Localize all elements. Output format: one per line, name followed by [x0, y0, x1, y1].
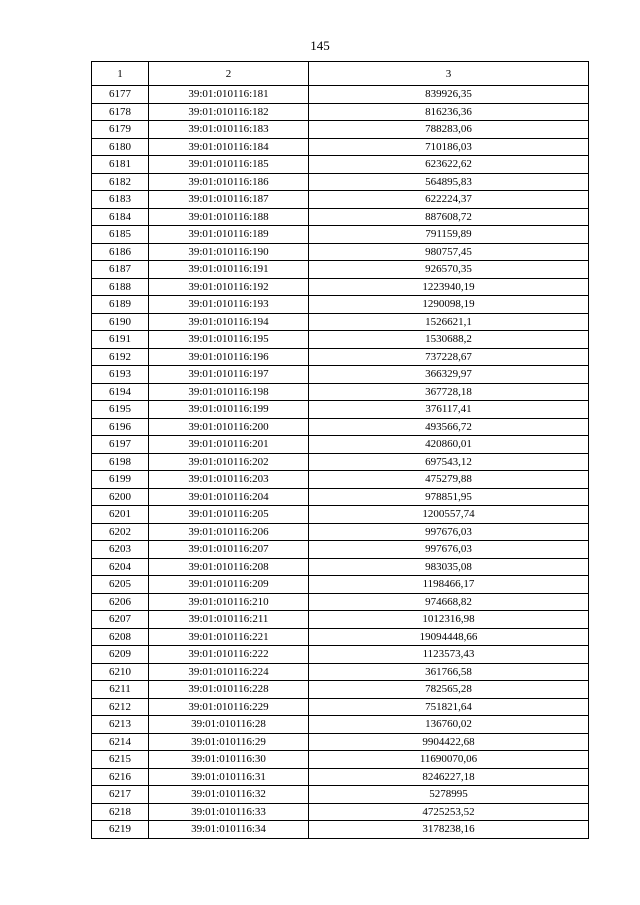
table-row: [92, 436, 589, 454]
value-cell: 1123573,43: [309, 646, 589, 664]
table-row: [92, 86, 589, 104]
row-number-cell: 6206: [92, 593, 149, 611]
table-row: [92, 191, 589, 209]
row-number-cell: 6211: [92, 681, 149, 699]
cadastral-number-cell: 39:01:010116:193: [149, 296, 309, 314]
cadastral-number-cell: 39:01:010116:205: [149, 506, 309, 524]
cadastral-number-cell: 39:01:010116:210: [149, 593, 309, 611]
table-row: [92, 733, 589, 751]
cadastral-number-cell: 39:01:010116:204: [149, 488, 309, 506]
value-cell: 3178238,16: [309, 821, 589, 839]
value-cell: 926570,35: [309, 261, 589, 279]
table-row: [92, 523, 589, 541]
value-cell: 997676,03: [309, 523, 589, 541]
cadastral-number-cell: 39:01:010116:30: [149, 751, 309, 769]
table-row: [92, 803, 589, 821]
value-cell: 493566,72: [309, 418, 589, 436]
value-cell: 367728,18: [309, 383, 589, 401]
value-cell: 1526621,1: [309, 313, 589, 331]
table-row: [92, 121, 589, 139]
row-number-cell: 6199: [92, 471, 149, 489]
table-row: [92, 593, 589, 611]
row-number-cell: 6179: [92, 121, 149, 139]
cadastral-number-cell: 39:01:010116:28: [149, 716, 309, 734]
row-number-cell: 6218: [92, 803, 149, 821]
value-cell: 376117,41: [309, 401, 589, 419]
cadastral-number-cell: 39:01:010116:195: [149, 331, 309, 349]
cadastral-number-cell: 39:01:010116:184: [149, 138, 309, 156]
row-number-cell: 6193: [92, 366, 149, 384]
table-row: [92, 698, 589, 716]
row-number-cell: 6180: [92, 138, 149, 156]
table-row: [92, 821, 589, 839]
cadastral-table: [91, 61, 589, 839]
table-row: [92, 751, 589, 769]
table-row: [92, 786, 589, 804]
row-number-cell: 6214: [92, 733, 149, 751]
value-cell: 737228,67: [309, 348, 589, 366]
table-row: [92, 541, 589, 559]
value-cell: 974668,82: [309, 593, 589, 611]
row-number-cell: 6215: [92, 751, 149, 769]
value-cell: 997676,03: [309, 541, 589, 559]
row-number-cell: 6200: [92, 488, 149, 506]
row-number-cell: 6205: [92, 576, 149, 594]
row-number-cell: 6213: [92, 716, 149, 734]
cadastral-number-cell: 39:01:010116:201: [149, 436, 309, 454]
cadastral-number-cell: 39:01:010116:197: [149, 366, 309, 384]
table-row: [92, 401, 589, 419]
cadastral-number-cell: 39:01:010116:224: [149, 663, 309, 681]
row-number-cell: 6185: [92, 226, 149, 244]
cadastral-number-cell: 39:01:010116:32: [149, 786, 309, 804]
table-row: [92, 383, 589, 401]
table-row: [92, 296, 589, 314]
value-cell: 623622,62: [309, 156, 589, 174]
value-cell: 782565,28: [309, 681, 589, 699]
value-cell: 366329,97: [309, 366, 589, 384]
cadastral-number-cell: 39:01:010116:200: [149, 418, 309, 436]
cadastral-number-cell: 39:01:010116:191: [149, 261, 309, 279]
cadastral-number-cell: 39:01:010116:198: [149, 383, 309, 401]
row-number-cell: 6207: [92, 611, 149, 629]
row-number-cell: 6178: [92, 103, 149, 121]
value-cell: 1290098,19: [309, 296, 589, 314]
value-cell: 19094448,66: [309, 628, 589, 646]
table-row: [92, 173, 589, 191]
row-number-cell: 6219: [92, 821, 149, 839]
table-row: [92, 156, 589, 174]
cadastral-number-cell: 39:01:010116:206: [149, 523, 309, 541]
row-number-cell: 6182: [92, 173, 149, 191]
table-row: [92, 471, 589, 489]
cadastral-number-cell: 39:01:010116:207: [149, 541, 309, 559]
row-number-cell: 6192: [92, 348, 149, 366]
row-number-cell: 6210: [92, 663, 149, 681]
value-cell: 622224,37: [309, 191, 589, 209]
table-row: [92, 261, 589, 279]
cadastral-number-cell: 39:01:010116:202: [149, 453, 309, 471]
value-cell: 475279,88: [309, 471, 589, 489]
column-header-3: 3: [309, 62, 589, 86]
cadastral-number-cell: 39:01:010116:190: [149, 243, 309, 261]
table-row: [92, 716, 589, 734]
table-row: [92, 103, 589, 121]
table-row: [92, 453, 589, 471]
row-number-cell: 6198: [92, 453, 149, 471]
cadastral-number-cell: 39:01:010116:192: [149, 278, 309, 296]
cadastral-number-cell: 39:01:010116:222: [149, 646, 309, 664]
cadastral-number-cell: 39:01:010116:188: [149, 208, 309, 226]
table-row: [92, 313, 589, 331]
table-header: [92, 62, 589, 86]
cadastral-number-cell: 39:01:010116:209: [149, 576, 309, 594]
table-row: [92, 348, 589, 366]
row-number-cell: 6194: [92, 383, 149, 401]
cadastral-number-cell: 39:01:010116:31: [149, 768, 309, 786]
row-number-cell: 6201: [92, 506, 149, 524]
row-number-cell: 6189: [92, 296, 149, 314]
row-number-cell: 6183: [92, 191, 149, 209]
value-cell: 788283,06: [309, 121, 589, 139]
cadastral-number-cell: 39:01:010116:181: [149, 86, 309, 104]
cadastral-number-cell: 39:01:010116:194: [149, 313, 309, 331]
cadastral-number-cell: 39:01:010116:189: [149, 226, 309, 244]
value-cell: 1200557,74: [309, 506, 589, 524]
value-cell: 361766,58: [309, 663, 589, 681]
row-number-cell: 6188: [92, 278, 149, 296]
row-number-cell: 6181: [92, 156, 149, 174]
value-cell: 710186,03: [309, 138, 589, 156]
cadastral-number-cell: 39:01:010116:183: [149, 121, 309, 139]
table-row: [92, 488, 589, 506]
table-row: [92, 576, 589, 594]
table-row: [92, 646, 589, 664]
table-row: [92, 558, 589, 576]
row-number-cell: 6204: [92, 558, 149, 576]
value-cell: 751821,64: [309, 698, 589, 716]
row-number-cell: 6203: [92, 541, 149, 559]
value-cell: 5278995: [309, 786, 589, 804]
row-number-cell: 6184: [92, 208, 149, 226]
table-row: [92, 138, 589, 156]
cadastral-number-cell: 39:01:010116:196: [149, 348, 309, 366]
row-number-cell: 6196: [92, 418, 149, 436]
value-cell: 420860,01: [309, 436, 589, 454]
cadastral-number-cell: 39:01:010116:229: [149, 698, 309, 716]
value-cell: 1530688,2: [309, 331, 589, 349]
row-number-cell: 6187: [92, 261, 149, 279]
value-cell: 980757,45: [309, 243, 589, 261]
value-cell: 4725253,52: [309, 803, 589, 821]
row-number-cell: 6216: [92, 768, 149, 786]
value-cell: 136760,02: [309, 716, 589, 734]
table-row: [92, 208, 589, 226]
row-number-cell: 6209: [92, 646, 149, 664]
cadastral-number-cell: 39:01:010116:34: [149, 821, 309, 839]
column-header-1: 1: [92, 62, 149, 86]
cadastral-number-cell: 39:01:010116:208: [149, 558, 309, 576]
header-row: [92, 62, 589, 86]
table-row: [92, 768, 589, 786]
value-cell: 8246227,18: [309, 768, 589, 786]
value-cell: 564895,83: [309, 173, 589, 191]
table-row: [92, 628, 589, 646]
row-number-cell: 6217: [92, 786, 149, 804]
value-cell: 816236,36: [309, 103, 589, 121]
table-row: [92, 366, 589, 384]
page-number: 145: [310, 38, 330, 53]
table-row: [92, 611, 589, 629]
cadastral-number-cell: 39:01:010116:199: [149, 401, 309, 419]
cadastral-number-cell: 39:01:010116:187: [149, 191, 309, 209]
value-cell: 839926,35: [309, 86, 589, 104]
cadastral-number-cell: 39:01:010116:211: [149, 611, 309, 629]
cadastral-number-cell: 39:01:010116:185: [149, 156, 309, 174]
value-cell: 791159,89: [309, 226, 589, 244]
table-row: [92, 506, 589, 524]
cadastral-number-cell: 39:01:010116:221: [149, 628, 309, 646]
value-cell: 983035,08: [309, 558, 589, 576]
cadastral-number-cell: 39:01:010116:186: [149, 173, 309, 191]
table-row: [92, 681, 589, 699]
table-row: [92, 663, 589, 681]
row-number-cell: 6202: [92, 523, 149, 541]
column-header-2: 2: [149, 62, 309, 86]
row-number-cell: 6186: [92, 243, 149, 261]
table-row: [92, 278, 589, 296]
cadastral-number-cell: 39:01:010116:182: [149, 103, 309, 121]
cadastral-number-cell: 39:01:010116:203: [149, 471, 309, 489]
value-cell: 11690070,06: [309, 751, 589, 769]
cadastral-number-cell: 39:01:010116:228: [149, 681, 309, 699]
table-body: [92, 86, 589, 839]
table-row: [92, 226, 589, 244]
table-row: [92, 331, 589, 349]
value-cell: 1012316,98: [309, 611, 589, 629]
row-number-cell: 6191: [92, 331, 149, 349]
table-row: [92, 418, 589, 436]
value-cell: 978851,95: [309, 488, 589, 506]
value-cell: 697543,12: [309, 453, 589, 471]
row-number-cell: 6212: [92, 698, 149, 716]
row-number-cell: 6197: [92, 436, 149, 454]
row-number-cell: 6177: [92, 86, 149, 104]
row-number-cell: 6195: [92, 401, 149, 419]
value-cell: 1198466,17: [309, 576, 589, 594]
value-cell: 1223940,19: [309, 278, 589, 296]
cadastral-number-cell: 39:01:010116:29: [149, 733, 309, 751]
cadastral-number-cell: 39:01:010116:33: [149, 803, 309, 821]
row-number-cell: 6208: [92, 628, 149, 646]
value-cell: 887608,72: [309, 208, 589, 226]
table-row: [92, 243, 589, 261]
row-number-cell: 6190: [92, 313, 149, 331]
value-cell: 9904422,68: [309, 733, 589, 751]
